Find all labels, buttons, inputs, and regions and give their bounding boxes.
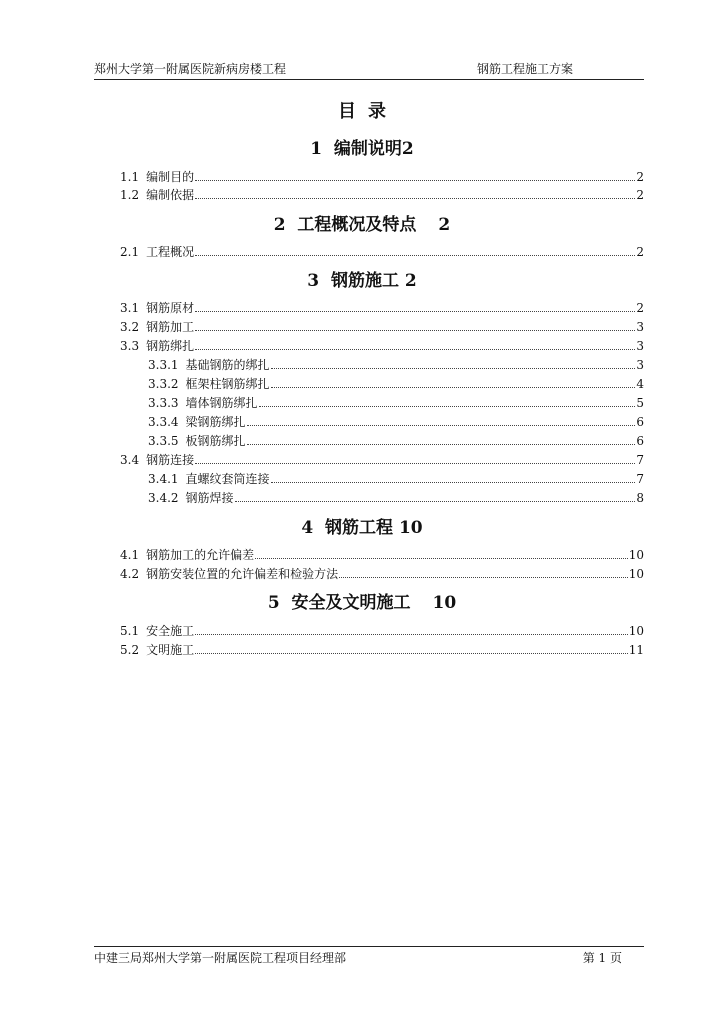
entry-page: 2 — [636, 245, 644, 259]
toc-entry-4-1[interactable] — [120, 547, 644, 563]
entry-title: 安全施工 — [146, 624, 195, 638]
header-document-name: 钢筋工程施工方案 — [477, 62, 574, 76]
toc-entry-3-3-5[interactable] — [148, 433, 644, 449]
entry-title: 钢筋连接 — [146, 453, 195, 467]
section-page: 2 — [404, 271, 417, 291]
entry-title: 基础钢筋的绑扎 — [185, 358, 270, 372]
toc-title — [0, 97, 724, 123]
toc-title-char-1: 目 — [338, 101, 362, 122]
dot-leader — [235, 490, 636, 502]
entry-page: 4 — [636, 377, 644, 391]
dot-leader — [195, 623, 628, 635]
entry-number: 3.4.2 — [148, 491, 179, 505]
section-number: 5 — [267, 593, 280, 613]
dot-leader — [195, 338, 635, 350]
dot-leader — [195, 187, 635, 199]
entry-title: 钢筋加工 — [146, 320, 195, 334]
section-page: 10 — [398, 518, 423, 538]
toc-entry-3-1[interactable] — [120, 300, 644, 316]
toc-entry-1-1[interactable] — [120, 169, 644, 185]
section-page: 2 — [438, 215, 451, 235]
entry-number: 1.1 — [120, 170, 140, 184]
toc-entry-3-4[interactable] — [120, 452, 644, 468]
entry-page: 11 — [628, 643, 644, 657]
entry-page: 10 — [628, 548, 644, 562]
toc-entry-3-3-1[interactable] — [148, 357, 644, 373]
entry-page: 6 — [636, 434, 644, 448]
toc-entry-3-3-3[interactable] — [148, 395, 644, 411]
page-footer — [94, 946, 644, 965]
dot-leader — [195, 642, 628, 654]
dot-leader — [255, 547, 628, 559]
section-number: 2 — [273, 215, 286, 235]
toc-section-2[interactable] — [0, 214, 724, 236]
toc-title-char-2: 录 — [368, 101, 392, 122]
entry-number: 3.3.3 — [148, 396, 179, 410]
toc-section-1[interactable] — [0, 138, 724, 160]
section-page: 10 — [432, 593, 457, 613]
entry-title: 钢筋原材 — [146, 301, 195, 315]
toc-entry-3-4-1[interactable] — [148, 471, 644, 487]
entry-page: 7 — [636, 472, 644, 486]
dot-leader — [195, 169, 635, 181]
section-title: 钢筋工程 — [325, 518, 394, 538]
section-title: 钢筋施工 — [330, 271, 399, 291]
header-project-name: 郑州大学第一附属医院新病房楼工程 — [94, 62, 287, 76]
entry-title: 板钢筋绑扎 — [185, 434, 246, 448]
entry-title: 直螺纹套筒连接 — [185, 472, 270, 486]
entry-title: 梁钢筋绑扎 — [185, 415, 246, 429]
dot-leader — [195, 244, 635, 256]
page-header — [94, 62, 644, 80]
dot-leader — [247, 433, 636, 445]
entry-page: 7 — [636, 453, 644, 467]
toc-section-4[interactable] — [0, 517, 724, 539]
entry-number: 3.3 — [120, 339, 140, 353]
entry-number: 3.3.2 — [148, 377, 179, 391]
toc-section-5[interactable] — [0, 592, 724, 614]
entry-page: 3 — [636, 320, 644, 334]
entry-title: 墙体钢筋绑扎 — [185, 396, 258, 410]
entry-title: 工程概况 — [146, 245, 195, 259]
footer-organization: 中建三局郑州大学第一附属医院工程项目经理部 — [94, 951, 347, 965]
section-page: 2 — [401, 139, 414, 159]
toc-entry-3-3[interactable] — [120, 338, 644, 354]
entry-page: 10 — [628, 567, 644, 581]
toc-entry-4-2[interactable] — [120, 566, 644, 582]
entry-page: 2 — [636, 188, 644, 202]
section-title: 安全及文明施工 — [291, 593, 411, 613]
entry-number: 3.3.5 — [148, 434, 179, 448]
entry-page: 2 — [636, 170, 644, 184]
dot-leader — [339, 566, 628, 578]
dot-leader — [271, 471, 636, 483]
toc-entry-3-4-2[interactable] — [148, 490, 644, 506]
dot-leader — [271, 357, 636, 369]
entry-page: 6 — [636, 415, 644, 429]
entry-number: 3.3.4 — [148, 415, 179, 429]
section-number: 1 — [310, 139, 323, 159]
entry-title: 钢筋安装位置的允许偏差和检验方法 — [146, 567, 339, 581]
toc-entry-3-3-4[interactable] — [148, 414, 644, 430]
toc-entry-5-1[interactable] — [120, 623, 644, 639]
entry-title: 编制依据 — [146, 188, 195, 202]
entry-title: 钢筋加工的允许偏差 — [146, 548, 255, 562]
entry-number: 1.2 — [120, 188, 140, 202]
entry-page: 3 — [636, 339, 644, 353]
section-title: 编制说明 — [333, 139, 402, 159]
entry-number: 5.1 — [120, 624, 140, 638]
entry-number: 3.1 — [120, 301, 140, 315]
toc-entry-1-2[interactable] — [120, 187, 644, 203]
entry-number: 2.1 — [120, 245, 140, 259]
entry-page: 8 — [636, 491, 644, 505]
entry-number: 4.1 — [120, 548, 140, 562]
entry-number: 3.3.1 — [148, 358, 179, 372]
dot-leader — [195, 319, 635, 331]
entry-page: 3 — [636, 358, 644, 372]
entry-title: 文明施工 — [146, 643, 195, 657]
dot-leader — [195, 452, 635, 464]
entry-number: 3.2 — [120, 320, 140, 334]
toc-entry-3-3-2[interactable] — [148, 376, 644, 392]
toc-entry-3-2[interactable] — [120, 319, 644, 335]
section-number: 4 — [301, 518, 314, 538]
toc-entry-2-1[interactable] — [120, 244, 644, 260]
entry-title: 框架柱钢筋绑扎 — [185, 377, 270, 391]
toc-entry-5-2[interactable] — [120, 642, 644, 658]
dot-leader — [271, 376, 636, 388]
entry-page: 2 — [636, 301, 644, 315]
section-title: 工程概况及特点 — [297, 215, 417, 235]
dot-leader — [195, 300, 635, 312]
entry-number: 5.2 — [120, 643, 140, 657]
dot-leader — [247, 414, 636, 426]
section-number: 3 — [307, 271, 320, 291]
entry-title: 编制目的 — [146, 170, 195, 184]
entry-number: 3.4.1 — [148, 472, 179, 486]
entry-number: 3.4 — [120, 453, 140, 467]
entry-title: 钢筋绑扎 — [146, 339, 195, 353]
dot-leader — [259, 395, 636, 407]
entry-page: 5 — [636, 396, 644, 410]
toc-section-3[interactable] — [0, 270, 724, 292]
entry-page: 10 — [628, 624, 644, 638]
entry-number: 4.2 — [120, 567, 140, 581]
footer-page-number: 第 1 页 — [582, 951, 622, 965]
entry-title: 钢筋焊接 — [185, 491, 234, 505]
